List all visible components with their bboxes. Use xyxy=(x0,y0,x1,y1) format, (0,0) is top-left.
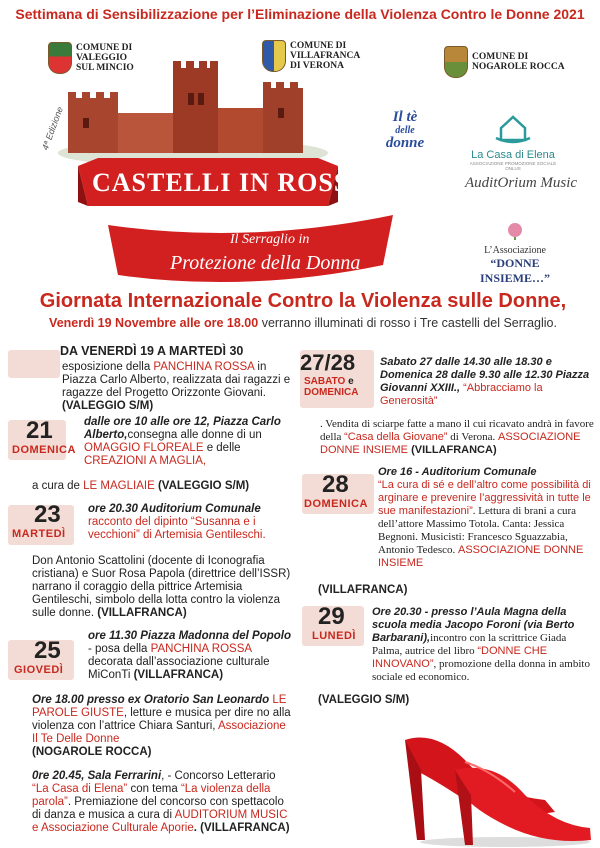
event-date-number: 21 xyxy=(26,417,53,444)
event-place: (VALEGGIO S/M) xyxy=(62,400,154,412)
event-date-number: 28 xyxy=(322,471,349,498)
event-text: , promozione della donna in ambito sociale ed economico. xyxy=(372,658,590,683)
date-highlight xyxy=(8,350,60,378)
event-heading: DA VENERDÌ 19 A MARTEDÌ 30 xyxy=(60,344,244,358)
event-time-place: Ore 16 - Auditorium Comunale xyxy=(378,466,537,478)
event-23-desc xyxy=(32,555,292,620)
event-text: decorata dall’associazione culturale MiConTi xyxy=(88,656,270,681)
ilte-line2: delle xyxy=(395,125,415,136)
event-date-day: LUNEDÌ xyxy=(312,630,356,642)
comune-name-2: DI VERONA xyxy=(290,61,344,71)
coat-of-arms-icon xyxy=(444,46,468,78)
event-highlight: PANCHINA ROSSA xyxy=(150,643,252,655)
event-text: . Premiazione del concorso con spettacolo di danza e musica a cura di xyxy=(32,796,284,821)
red-heels-illustration xyxy=(395,700,595,848)
event-day: DOMENICA xyxy=(304,387,359,398)
event-time-place: ore 11.30 Piazza Madonna del Popolo xyxy=(88,630,292,642)
event-highlight: “La violenza della parola” xyxy=(32,783,271,808)
rose-icon xyxy=(504,222,526,240)
event-date-number: 27/28 xyxy=(300,350,356,375)
event-text: , - Concorso Letterario xyxy=(161,770,276,782)
giornata-rest: verranno illuminati di rosso i Tre castelli del Serraglio. xyxy=(261,316,557,330)
castle-illustration xyxy=(58,58,328,166)
event-highlight: Associazione Il Te Delle Donne xyxy=(32,720,286,745)
ilte-line3: donne xyxy=(385,135,425,151)
event-highlight: racconto del dipinto “Susanna e i vecchioni” di Artemisia Gentileschi. xyxy=(88,516,266,541)
event-place: (NOGAROLE ROCCA) xyxy=(32,746,152,758)
event-highlight: “DONNE CHE INNOVANO” xyxy=(372,645,548,670)
event-25-text xyxy=(88,630,292,682)
house-hands-icon xyxy=(493,112,533,144)
event-highlight: LE PAROLE GIUSTE xyxy=(32,694,287,719)
comune-label: COMUNE DI xyxy=(472,52,529,62)
event-29-text xyxy=(372,606,594,684)
event-date-number: 29 xyxy=(318,603,345,630)
event-highlight: ASSOCIAZIONE DONNE INSIEME xyxy=(378,544,584,569)
event-text: a cura de xyxy=(32,480,84,492)
event-highlight: “La cura di sé e dell’altro come possibilità di arginare e prevenire l’aggressività in tutte le sue manifestazioni” xyxy=(378,479,591,517)
event-highlight: “La Casa di Elena” xyxy=(32,783,128,795)
event-27-desc xyxy=(320,418,596,457)
event-text: , letture e musica per dire no alla violenza con l’attrice Chiara Santuri, xyxy=(32,707,291,732)
giornata-subtitle xyxy=(6,316,600,330)
event-28-text xyxy=(378,466,594,570)
event-text: esposizione della xyxy=(62,361,154,373)
comune-nogarole-logo xyxy=(444,46,565,78)
event-date-number: 25 xyxy=(34,637,61,664)
event-27-text xyxy=(380,356,594,408)
event-highlight: “Casa della Giovane” xyxy=(344,431,448,443)
event-place: . (VILLAFRANCA) xyxy=(193,822,290,834)
event-text: in Piazza Carlo Alberto, realizzata dai ragazzi e ragazze del Progetto Orizzonte Giovani. xyxy=(62,361,291,399)
event-text: . Lettura di brani a cura dell’attore Massimo Totola. Canta: Jessica Begnoni. Musicisti: Francesco Sguazzabia, Antonio Tedesco. xyxy=(378,505,577,556)
ilte-line1: Il tè xyxy=(392,109,418,125)
event-text: incontro con la scrittrice Giada Palma, autrice del libro xyxy=(372,632,567,657)
event-time-place: ore 20.30 Auditorium Comunale xyxy=(88,503,261,515)
comune-name: NOGAROLE ROCCA xyxy=(472,62,565,72)
event-25-c xyxy=(32,770,294,835)
event-23-text xyxy=(88,503,292,542)
event-place: (VALEGGIO S/M) xyxy=(157,480,250,492)
page-title: Settimana di Sensibilizzazione per l’Eliminazione della Violenza Contro le Donne 2021 xyxy=(15,6,585,22)
event-text: . Vendita di sciarpe fatte a mano il cui ricavato andrà in favore della xyxy=(320,418,594,443)
event-text: consegna alle donne di un xyxy=(127,429,262,441)
banner-title: CASTELLI IN ROSSO... xyxy=(92,168,394,197)
edition-label: 4ª Edizione xyxy=(40,105,65,152)
donne-name: “DONNE INSIEME…” xyxy=(479,256,550,285)
casa-tagline: ASSOCIAZIONE PROMOZIONE SOCIALE ONLUS xyxy=(469,161,557,171)
event-place: (VILLAFRANCA) xyxy=(408,444,497,456)
event-text: e delle xyxy=(203,442,241,454)
event-date-day: MARTEDÌ xyxy=(12,528,66,540)
event-place: (VILLAFRANCA) xyxy=(97,607,187,619)
donne-pre: L’Associazione xyxy=(484,245,546,256)
event-time-place: dalle ore 10 alle ore 12, Piazza Carlo Alberto, xyxy=(84,416,281,441)
banner-subtitle-small: Il Serraglio in xyxy=(230,232,310,247)
event-day-and: e xyxy=(348,376,354,387)
event-highlight: AUDITORIUM MUSIC e Associazione Culturale Aporie xyxy=(32,809,288,834)
event-text: di Verona. xyxy=(447,431,498,443)
banner-subtitle: Protezione della Donna xyxy=(170,252,361,274)
event-highlight: OMAGGIO FLOREALE xyxy=(84,442,204,454)
event-text: con tema xyxy=(127,783,181,795)
event-text: - posa della xyxy=(88,643,151,655)
comune-name: VILLAFRANCA xyxy=(290,51,361,61)
event-highlight: “Abbracciamo la Generosità” xyxy=(380,382,543,407)
event-date-day: DOMENICA xyxy=(304,498,368,510)
event-place: (VALEGGIO S/M) xyxy=(318,694,410,706)
comune-name-2: SUL MINCIO xyxy=(76,63,134,73)
event-panchina-text xyxy=(62,361,292,413)
event-text: Don Antonio Scattolini (docente di Iconografia cristiana) e Suor Rosa Papola (direttrice dell’ISSR) narrano il coraggio della pittrice Artemisia Gentileschi, simbolo della lotta contro la violenza sulle donne. xyxy=(32,555,291,619)
event-date-day: GIOVEDÌ xyxy=(14,664,64,676)
auditorium-music-logo: AuditOrium Music xyxy=(465,175,578,191)
event-date-number: 23 xyxy=(34,501,61,528)
il-te-delle-donne-logo xyxy=(375,110,435,151)
comune-label: COMUNE DI xyxy=(76,43,133,53)
event-time-place: Ore 20.30 - presso l’Aula Magna della scuola media Jacopo Foroni (via Berto Barbarani), xyxy=(372,606,575,644)
comune-name: VALEGGIO xyxy=(76,53,128,63)
event-time-place: Sabato 27 dalle 14.30 alle 18.30 e Domenica 28 dalle 9.30 alle 12.30 Piazza Giovanni XXIII., xyxy=(380,356,590,394)
event-day: SABATO xyxy=(304,376,346,387)
event-time-place: 0re 20.45, Sala Ferrarini xyxy=(32,770,162,782)
casa-di-elena-logo xyxy=(465,112,561,171)
giornata-when: Venerdì 19 Novembre alle ore 18.00 xyxy=(49,316,259,330)
event-highlight: LE MAGLIAIE xyxy=(83,480,155,492)
event-date-day xyxy=(304,376,358,398)
event-place: (VILLAFRANCA) xyxy=(318,584,408,596)
event-highlight: CREAZIONI A MAGLIA, xyxy=(84,455,207,467)
giornata-title: Giornata Internazionale Contro la Violenza sulle Donne, xyxy=(39,290,567,312)
event-21-text xyxy=(84,416,292,468)
event-place: (VILLAFRANCA) xyxy=(133,669,224,681)
event-time-place: Ore 18.00 presso ex Oratorio San Leonardo xyxy=(32,694,270,706)
event-highlight: ASSOCIAZIONE DONNE INSIEME xyxy=(320,431,581,456)
casa-name: La Casa di Elena xyxy=(471,149,555,161)
event-25-b xyxy=(32,694,292,759)
donne-insieme-logo xyxy=(460,222,570,286)
event-21-credit xyxy=(32,480,249,493)
event-highlight: PANCHINA ROSSA xyxy=(153,361,255,373)
comune-label: COMUNE DI xyxy=(290,41,347,51)
event-date-day: DOMENICA xyxy=(12,444,76,456)
